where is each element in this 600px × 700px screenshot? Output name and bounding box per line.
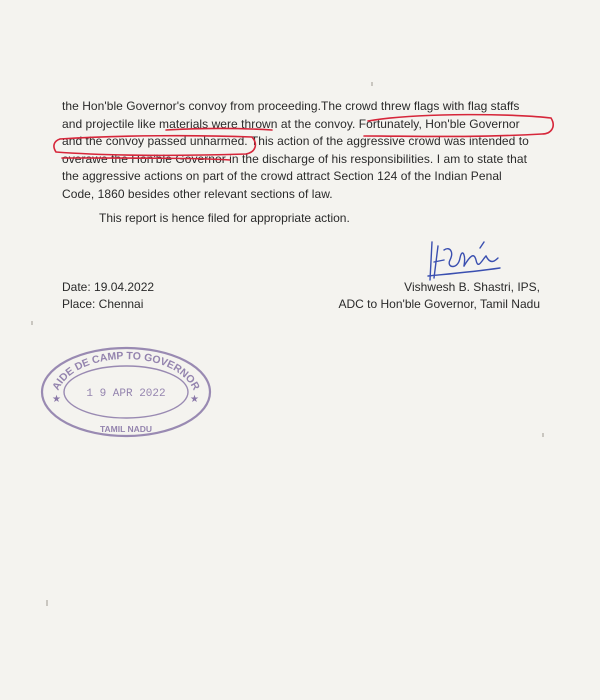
signature-scribble <box>420 236 510 286</box>
letter-line: the aggressive actions on part of the crowd attract Section 124 of the Indian Penal <box>62 169 502 184</box>
letter-line: the Hon'ble Governor's convoy from proceeding.The crowd threw flags with flag staffs <box>62 99 520 113</box>
letter-line: overawe the Hon'ble Governor in the discharge of his responsibilities. I am to state that <box>62 151 527 166</box>
report-statement: This report is hence filed for appropriate action. <box>99 211 350 225</box>
signatory-title: ADC to Hon'ble Governor, Tamil Nadu <box>338 297 540 311</box>
svg-text:AIDE DE CAMP TO GOVERNOR <box>50 350 202 393</box>
letter-line: and projectile like materials were thrown at the convoy. Fortunately, Hon'ble Governor <box>62 116 520 131</box>
scan-speck <box>31 321 33 325</box>
letter-place: Place: Chennai <box>62 297 144 311</box>
scan-speck <box>371 82 373 86</box>
stamp-date: 1 9 APR 2022 <box>86 388 166 400</box>
date-place-block <box>62 279 154 313</box>
letter-line: and the convoy passed unharmed. This action of the aggressive crowd was intended to <box>62 134 529 149</box>
letter-body <box>62 98 562 204</box>
stamp-bottom-text: TAMIL NADU <box>99 424 153 434</box>
letter-line: Code, 1860 besides other relevant sections of law. <box>62 186 333 201</box>
letter-date: Date: 19.04.2022 <box>62 280 155 294</box>
scan-speck <box>542 433 544 437</box>
seal-stamp <box>38 340 213 440</box>
stamp-top-text: AIDE DE CAMP TO GOVERNOR <box>50 349 202 393</box>
star-icon: ★ <box>190 394 199 405</box>
signatory-name: Vishwesh B. Shastri, IPS, <box>404 280 540 294</box>
star-icon: ★ <box>52 394 61 405</box>
scan-speck <box>46 600 48 606</box>
